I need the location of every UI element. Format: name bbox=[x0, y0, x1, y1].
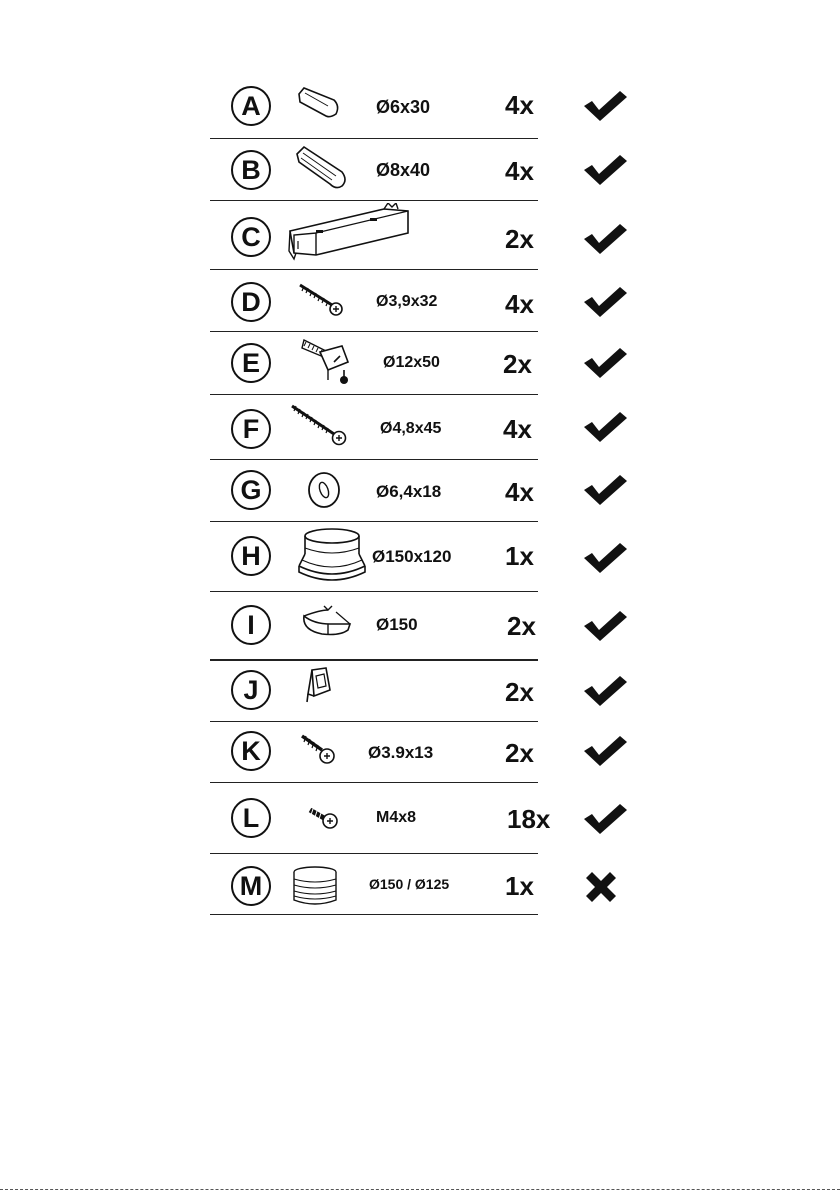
row-divider bbox=[210, 914, 538, 915]
part-quantity: 4x bbox=[503, 414, 532, 444]
part-dimension: Ø3,9x32 bbox=[376, 293, 438, 310]
row-divider bbox=[210, 200, 538, 201]
part-letter: A bbox=[231, 86, 271, 126]
check-icon bbox=[582, 152, 628, 188]
check-icon bbox=[582, 673, 628, 709]
row-divider bbox=[210, 459, 538, 460]
reducer-ring-icon bbox=[290, 864, 340, 908]
part-letter: E bbox=[231, 343, 271, 383]
check-icon bbox=[582, 801, 628, 837]
part-quantity: 1x bbox=[505, 871, 534, 901]
part-letter: I bbox=[231, 605, 271, 645]
row-divider bbox=[210, 853, 538, 854]
washer-icon bbox=[300, 468, 348, 512]
part-quantity: 4x bbox=[505, 90, 534, 120]
part-dimension: Ø12x50 bbox=[383, 354, 440, 371]
part-letter: J bbox=[231, 670, 271, 710]
part-quantity: 2x bbox=[505, 738, 534, 768]
check-icon bbox=[582, 540, 628, 576]
part-quantity: 4x bbox=[505, 289, 534, 319]
part-letter: F bbox=[231, 409, 271, 449]
part-dimension: Ø4,8x45 bbox=[380, 420, 442, 437]
row-divider bbox=[210, 394, 538, 395]
part-letter: L bbox=[231, 798, 271, 838]
part-dimension: M4x8 bbox=[376, 809, 417, 826]
screw-icon bbox=[298, 283, 346, 319]
row-divider bbox=[210, 782, 538, 783]
long-screw-icon bbox=[290, 404, 350, 448]
part-quantity: 2x bbox=[503, 349, 532, 379]
part-letter: C bbox=[231, 217, 271, 257]
part-letter: M bbox=[231, 866, 271, 906]
row-divider bbox=[210, 331, 538, 332]
row-divider bbox=[210, 591, 538, 592]
part-quantity: 1x bbox=[505, 541, 534, 571]
part-dimension: Ø8x40 bbox=[376, 160, 431, 180]
part-letter: B bbox=[231, 150, 271, 190]
part-letter: H bbox=[231, 536, 271, 576]
part-letter: D bbox=[231, 282, 271, 322]
part-letter: G bbox=[231, 470, 271, 510]
part-dimension: Ø6x30 bbox=[376, 97, 431, 117]
anchor-bracket-icon bbox=[300, 336, 356, 388]
part-quantity: 4x bbox=[505, 477, 534, 507]
row-divider bbox=[210, 269, 538, 270]
part-dimension: Ø6,4x18 bbox=[376, 482, 442, 501]
row-divider bbox=[210, 138, 538, 139]
check-icon bbox=[582, 88, 628, 124]
check-icon bbox=[582, 221, 628, 257]
page-edge-line bbox=[0, 1189, 840, 1190]
part-quantity: 2x bbox=[505, 677, 534, 707]
part-letter: K bbox=[231, 731, 271, 771]
wall-plug-large-icon bbox=[294, 144, 350, 190]
part-dimension: Ø3.9x13 bbox=[368, 743, 434, 762]
check-icon bbox=[582, 409, 628, 445]
row-divider bbox=[210, 521, 538, 522]
flap-valve-icon bbox=[300, 604, 354, 638]
cage-nut-icon bbox=[304, 666, 334, 706]
check-icon bbox=[582, 345, 628, 381]
part-dimension: Ø150 / Ø125 bbox=[369, 876, 450, 892]
cross-icon bbox=[584, 870, 618, 904]
part-quantity: 4x bbox=[505, 156, 534, 186]
row-divider bbox=[210, 659, 538, 661]
check-icon bbox=[582, 733, 628, 769]
check-icon bbox=[582, 608, 628, 644]
row-divider bbox=[210, 721, 538, 722]
part-quantity: 2x bbox=[505, 224, 534, 254]
part-quantity: 18x bbox=[507, 804, 551, 834]
part-dimension: Ø150 bbox=[376, 615, 418, 634]
check-icon bbox=[582, 284, 628, 320]
part-quantity: 2x bbox=[507, 611, 536, 641]
machine-screw-icon bbox=[308, 806, 342, 830]
duct-connector-icon bbox=[296, 526, 370, 586]
check-icon bbox=[582, 472, 628, 508]
mounting-bracket-icon bbox=[286, 203, 414, 261]
wall-plug-small-icon bbox=[296, 86, 342, 122]
short-screw-icon bbox=[300, 734, 338, 768]
part-dimension: Ø150x120 bbox=[372, 547, 452, 566]
